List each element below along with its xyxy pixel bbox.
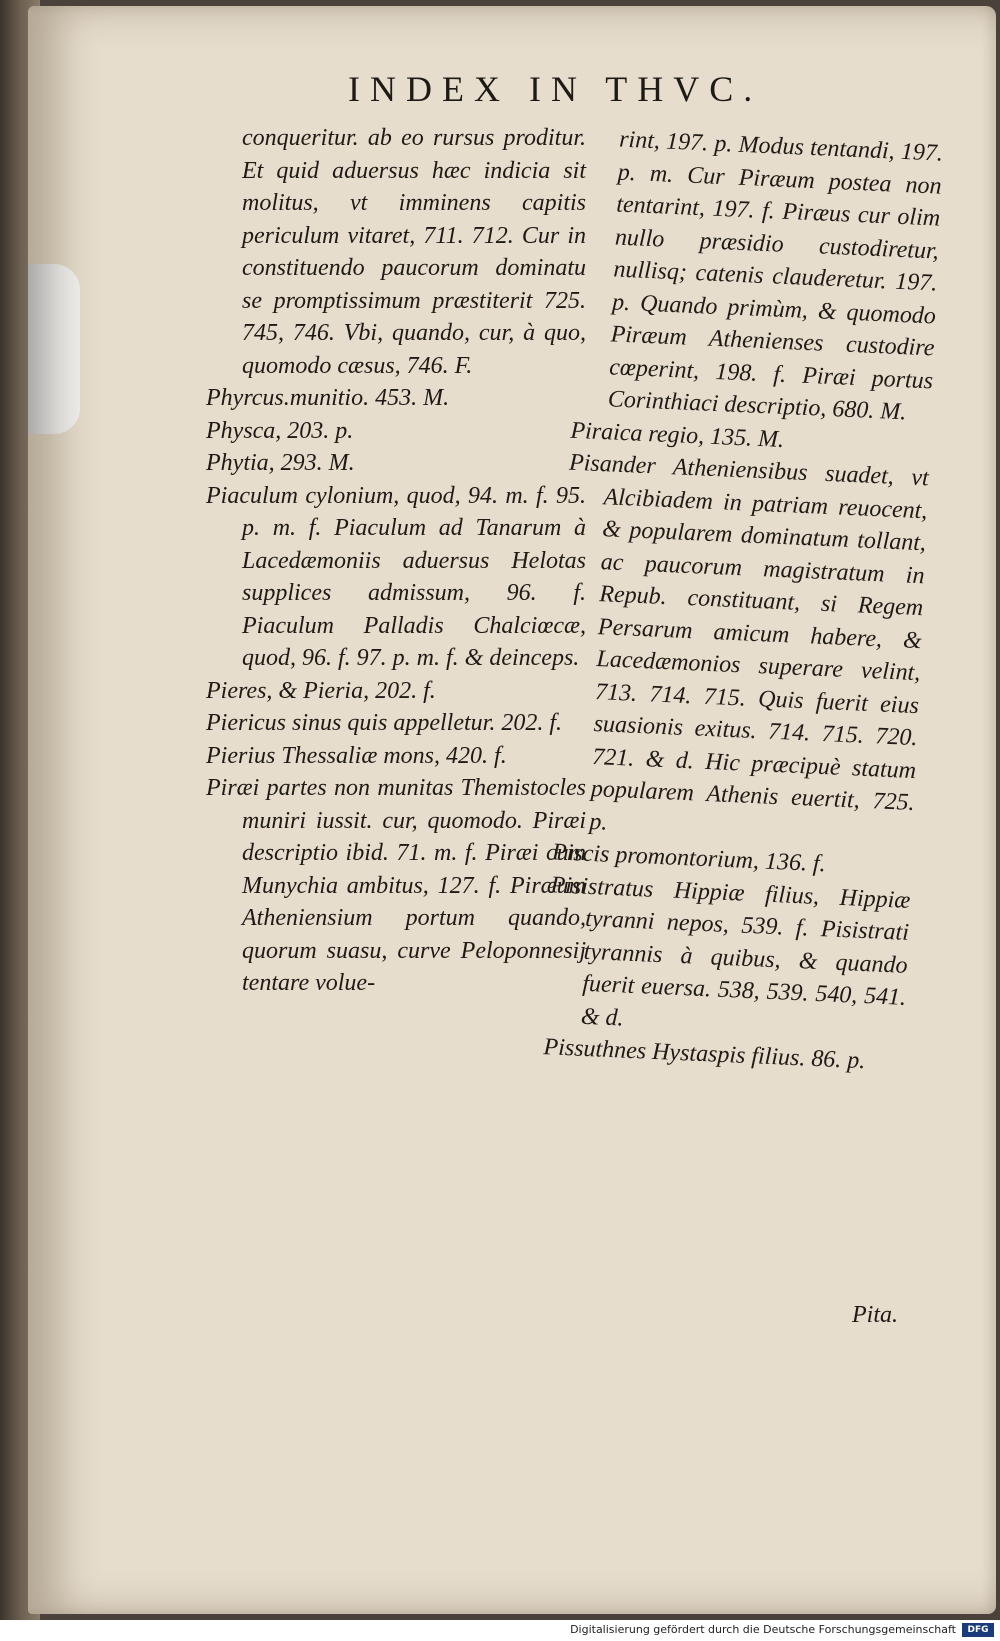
footer-bar bbox=[0, 1620, 1000, 1641]
page-clip-edge bbox=[28, 264, 80, 434]
left-column bbox=[206, 122, 586, 1000]
index-entry: rint, 197. p. Modus tentandi, 197. p. m. Cur Piræum postea non tentarint, 197. f. Piræus cur olim nullo præsidio custodiretur, nullisq; catenis clauderetur. 197. p. Quando primùm, & quomodo Piræum Athenienses custodire cœperint, 198. f. Piræi portus Corinthiaci descriptio, 680. M. bbox=[607, 126, 944, 426]
index-entry: Pisander Atheniensibus suadet, vt Alcibiadem in patriam reuocent, & popularem dominatum tollant, ac paucorum magistratum in Repub. constituant, si Regem Persarum amicum habere, & Lacedæmonios superare velint, 713. 714. 715. Quis fuerit eius suasionis exitus. 714. 715. 720. 721. & d. Hic præcipuè statum popularem Athenis euertit, 725. p. bbox=[568, 449, 930, 836]
funding-credit: Digitalisierung gefördert durch die Deutsche Forschungsgemeinschaft bbox=[570, 1623, 956, 1636]
index-entry: Piraica regio, 135. M. bbox=[569, 417, 785, 453]
dfg-logo: DFG bbox=[962, 1623, 994, 1637]
index-entry: Piscis promontorium, 136. f. bbox=[551, 839, 827, 878]
index-entry: conqueritur. ab eo rursus proditur. Et quid aduersus hæc indicia sit molitus, vt imminens capitis periculum vitaret, 711. 712. Cur in constituendo paucorum dominatu se promptissimum præstiterit 725. 745, 746. Vbi, quando, cur, à quo, quomodo cæsus, 746. F. bbox=[242, 125, 586, 379]
index-entry: Pisistratus Hippiæ filius, Hippiæ tyranni nepos, 539. f. Pisistrati tyrannis à quibus, & quando fuerit euersa. 538, 539. 540, 541. & d. bbox=[550, 871, 911, 1032]
index-entry: Phyrcus.munitio. 453. M. bbox=[206, 385, 450, 411]
index-entry: Piericus sinus quis appelletur. 202. f. bbox=[206, 710, 562, 736]
index-entry: Piaculum cylonium, quod, 94. m. f. 95. p. m. f. Piaculum ad Tanarum à Lacedæmoniis aduersus Helotas supplices admissum, 96. f. Piaculum Palladis Chalciœcæ, quod, 96. f. 97. p. m. f. & deinceps. bbox=[206, 482, 586, 671]
index-entry: Piræi partes non munitas Themistocles muniri iussit. cur, quomodo. Piræi descriptio ibid. 71. m. f. Piræi cum Munychia ambitus, 127. f. Piræum Atheniensium portum quando, quorum suasu, curve Peloponnesij tentare volue- bbox=[206, 775, 586, 996]
catchword: Pita. bbox=[852, 1302, 898, 1328]
book-page bbox=[28, 6, 996, 1614]
index-entry: Pieres, & Pieria, 202. f. bbox=[206, 677, 436, 704]
index-entry: Physca, 203. p. bbox=[206, 417, 354, 444]
index-entry: Pissuthnes Hystaspis filius. 86. p. bbox=[543, 1034, 866, 1075]
running-head: INDEX IN THVC. bbox=[348, 69, 763, 109]
right-column bbox=[543, 122, 944, 1079]
index-entry: Phytia, 293. M. bbox=[206, 450, 355, 476]
index-entry: Pierius Thessaliæ mons, 420. f. bbox=[206, 742, 507, 769]
